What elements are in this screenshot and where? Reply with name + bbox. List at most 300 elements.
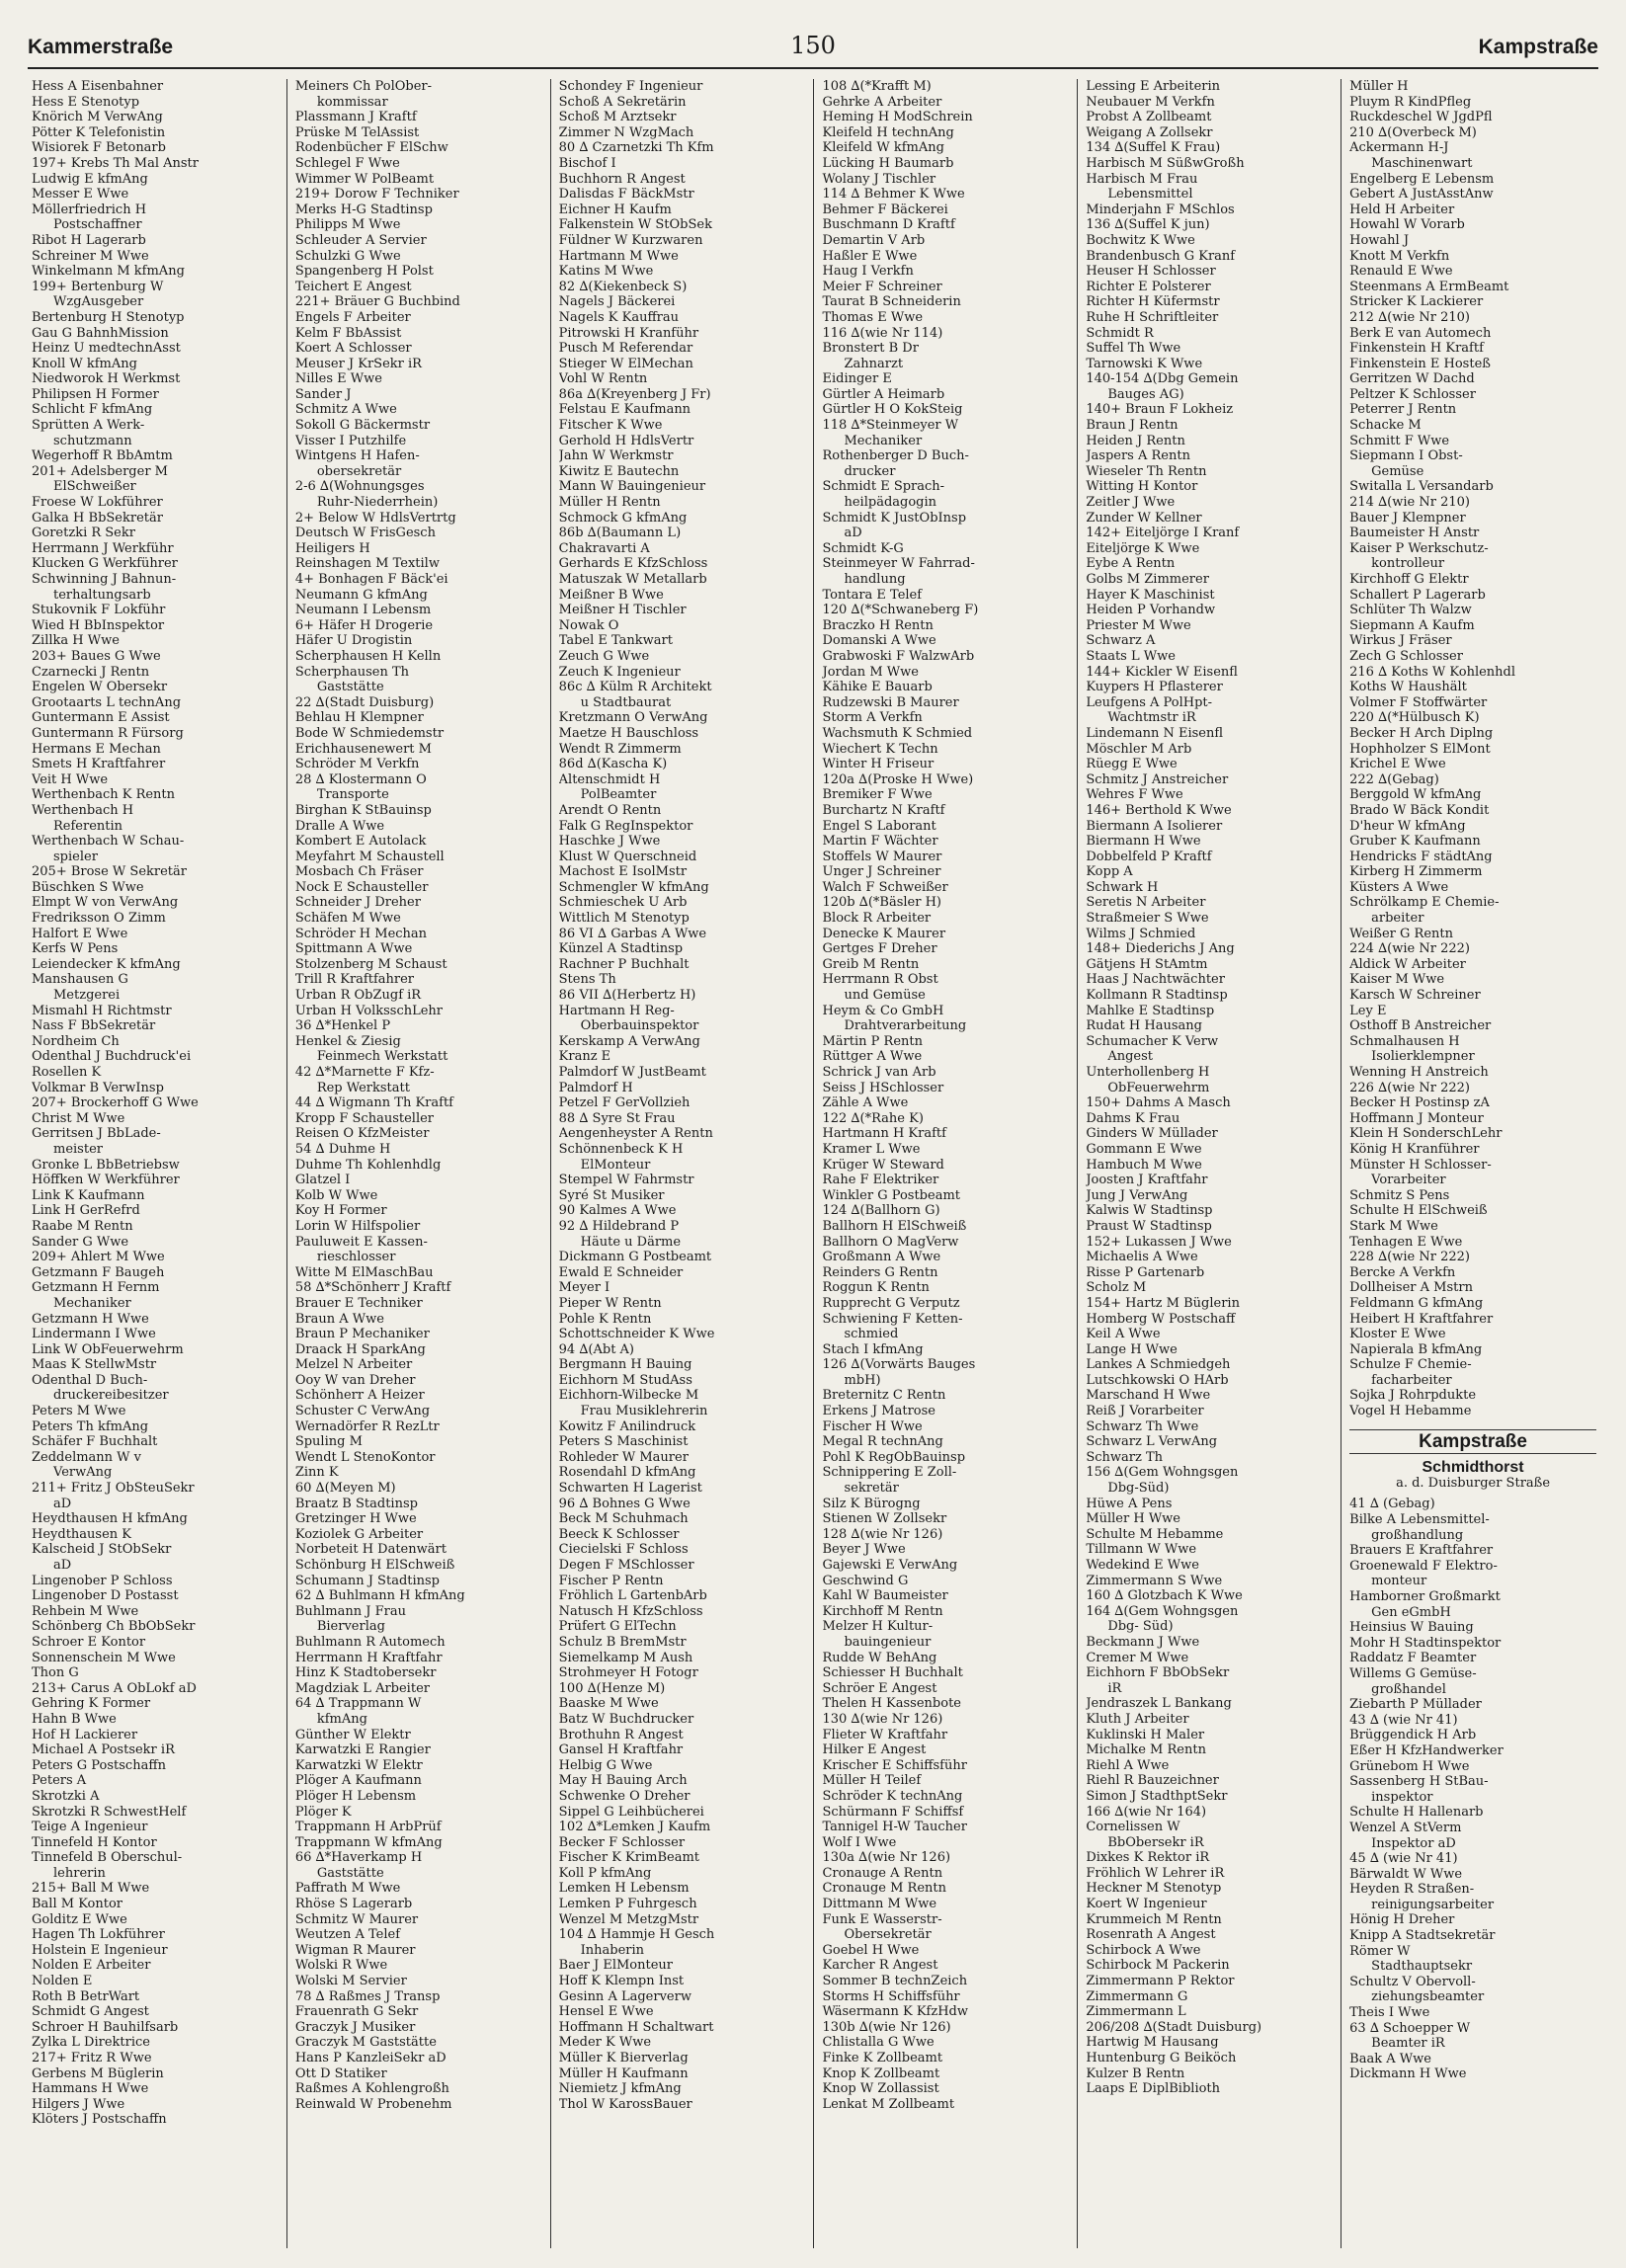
directory-entry: Heiden P Vorhandw	[1086, 603, 1216, 618]
directory-entry: Winkler G Postbeamt	[822, 1187, 960, 1203]
directory-entry: Ginders W Müllader	[1086, 1126, 1218, 1142]
directory-entry: Knott M Verkfn	[1349, 248, 1450, 264]
directory-entry: Neubauer M Verkfn	[1086, 94, 1215, 110]
directory-entry: Mechaniker	[53, 1295, 131, 1311]
directory-entry: 130b ∆(wie Nr 126)	[822, 2019, 951, 2035]
directory-entry: Kluth J Arbeiter	[1086, 1711, 1189, 1727]
directory-entry: Raßmes A Kohlengroßh	[294, 2081, 449, 2097]
directory-entry: Hayer K Maschinist	[1086, 587, 1215, 603]
directory-entry: Klein H SonderschLehr	[1349, 1126, 1503, 1142]
directory-entry: Ooy W van Dreher	[294, 1372, 416, 1388]
directory-entry: Steinmeyer W Fahrrad-	[822, 556, 975, 572]
directory-entry: Getzmann F Baugeh	[32, 1264, 165, 1280]
page-number: 150	[790, 32, 836, 59]
directory-entry: Schondey F Ingenieur	[558, 79, 703, 94]
directory-entry: Merks H-G Stadtinsp	[294, 202, 433, 217]
directory-entry: Nagels J Bäckerei	[558, 294, 676, 310]
column-2	[286, 79, 550, 2248]
directory-entry: Schulte H ElSchweiß	[1349, 1203, 1488, 1219]
directory-entry: Volmer F Stoffwärter	[1349, 694, 1488, 710]
directory-entry: Ludwig E kfmAng	[32, 171, 148, 187]
directory-entry: 120 ∆(*Schwaneberg F)	[822, 603, 979, 618]
directory-entry: Schönnenbeck K H	[558, 1141, 684, 1157]
directory-entry: Haschke J Wwe	[558, 834, 661, 850]
directory-entry: Reinshagen M Textilw	[294, 556, 440, 572]
directory-entry: Huntenburg G Beiköch	[1086, 2051, 1237, 2066]
directory-entry: 166 ∆(wie Nr 164)	[1086, 1804, 1207, 1820]
directory-entry: Heuser H Schlosser	[1086, 264, 1216, 280]
directory-entry: Hartwig M Hausang	[1086, 2035, 1219, 2051]
directory-entry: Meuser J KrSekr iR	[294, 356, 422, 371]
directory-entry: großhandlung	[1371, 1527, 1464, 1543]
directory-entry: Praust W Stadtinsp	[1086, 1218, 1212, 1234]
directory-entry: Lankes A Schmiedgeh	[1086, 1357, 1231, 1373]
directory-entry: Gertges F Dreher	[822, 941, 937, 957]
directory-entry: Wäsermann K KfzHdw	[822, 2004, 969, 2020]
directory-entry: 82 ∆(Kiekenbeck S)	[558, 279, 688, 294]
directory-entry: 126 ∆(Vorwärts Bauges	[822, 1357, 976, 1373]
directory-entry: Beyer J Wwe	[822, 1542, 906, 1558]
directory-entry: Schürmann F Schiffsf	[822, 1804, 964, 1820]
directory-entry: Falkenstein W StObSek	[558, 217, 712, 233]
directory-entry: Müller H Wwe	[1086, 1511, 1181, 1527]
directory-entry: Kähike E Bauarb	[822, 680, 933, 695]
directory-entry: Karwatzki E Rangier	[294, 1742, 431, 1758]
directory-entry: schmied	[844, 1327, 899, 1342]
directory-entry: ObFeuerwehrm	[1107, 1080, 1210, 1095]
header-left-street: Kammerstraße	[28, 36, 174, 58]
directory-entry: 4+ Bonhagen F Bäck'ei	[294, 572, 448, 587]
directory-entry: Eichner H Kaufm	[558, 202, 672, 217]
directory-entry: Transporte	[316, 787, 389, 803]
directory-entry: Engelen W Obersekr	[32, 680, 168, 695]
directory-entry: Schröder K technAng	[822, 1788, 963, 1804]
directory-entry: 154+ Hartz M Büglerin	[1086, 1295, 1240, 1311]
directory-entry: Baak A Wwe	[1349, 2051, 1431, 2066]
directory-entry: 44 ∆ Wigmann Th Kraftf	[294, 1095, 453, 1111]
directory-entry: Zunder W Kellner	[1086, 510, 1202, 526]
directory-entry: Neumann I Lebensm	[294, 603, 432, 618]
directory-entry: Hartmann H Kraftf	[822, 1126, 946, 1142]
directory-entry: Ballhorn O MagVerw	[822, 1234, 959, 1250]
directory-entry: Häfer U Drogistin	[294, 633, 413, 649]
directory-entry: Marschand H Wwe	[1086, 1388, 1211, 1404]
directory-entry: 62 ∆ Buhlmann H kfmAng	[294, 1588, 465, 1604]
directory-entry: 128 ∆(wie Nr 126)	[822, 1526, 943, 1542]
directory-entry: 212 ∆(wie Nr 210)	[1349, 309, 1470, 325]
directory-entry: Wigman R Maurer	[294, 1942, 416, 1958]
directory-entry: Suffel Th Wwe	[1086, 341, 1181, 357]
directory-entry: Hermans E Mechan	[32, 741, 161, 757]
directory-entry: 140-154 ∆(Dbg Gemein	[1086, 371, 1239, 387]
directory-entry: Teichert E Angest	[294, 279, 412, 294]
directory-entry: Zeddelmann W v	[32, 1449, 142, 1465]
directory-entry: 120a ∆(Proske H Wwe)	[822, 771, 974, 787]
directory-entry: Michalke M Rentn	[1086, 1742, 1206, 1758]
directory-entry: Gau G BahnhMission	[32, 325, 169, 341]
directory-entry: 210 ∆(Overbeck M)	[1349, 124, 1477, 140]
directory-entry: meister	[53, 1141, 103, 1157]
directory-entry: 209+ Ahlert M Wwe	[32, 1250, 165, 1265]
directory-entry: Möllerfriedrich H	[32, 202, 147, 217]
directory-entry: Knop K Zollbeamt	[822, 2066, 940, 2081]
directory-entry: schutzmann	[53, 433, 132, 448]
directory-entry: Kaiser M Wwe	[1349, 972, 1445, 988]
directory-entry: Erichhausenewert M	[294, 741, 432, 757]
directory-entry: Gätjens H StAmtm	[1086, 956, 1208, 972]
header-right-street: Kampstraße	[1478, 36, 1598, 58]
directory-entry: Niedworok H Werkmst	[32, 371, 181, 387]
directory-entry: Howahl W Vorarb	[1349, 217, 1465, 233]
directory-entry: Gürtler H O KokSteig	[822, 402, 963, 418]
directory-entry: Risse P Gartenarb	[1086, 1264, 1205, 1280]
directory-entry: Peltzer K Schlosser	[1349, 386, 1476, 402]
directory-entry: obersekretär	[316, 463, 402, 479]
directory-entry: Haug I Verkfn	[822, 264, 914, 280]
directory-entry: Schoß M Arztsekr	[558, 110, 677, 125]
directory-entry: Zimmermann S Wwe	[1086, 1573, 1223, 1588]
directory-entry: Getzmann H Wwe	[32, 1311, 149, 1327]
directory-entry: ElMonteur	[580, 1157, 651, 1173]
directory-entry: Eichhorn-Wilbecke M	[558, 1388, 699, 1404]
directory-entry: Riehl R Bauzeichner	[1086, 1773, 1219, 1789]
directory-entry: Schmitz A Wwe	[294, 402, 397, 418]
directory-entry: Pieper W Rentn	[558, 1295, 662, 1311]
directory-entry: 164 ∆(Gem Wohngsgen	[1086, 1603, 1239, 1619]
directory-entry: Schumacher K Verw	[1086, 1033, 1219, 1049]
directory-entry: Link W ObFeuerwehrm	[32, 1341, 184, 1357]
directory-entry: ziehungsbeamter	[1371, 1989, 1485, 2005]
directory-entry: kfmAng	[316, 1711, 367, 1727]
directory-entry: Großmann A Wwe	[822, 1250, 941, 1265]
directory-entry: Roth B BetrWart	[32, 1988, 140, 2004]
directory-entry: Kerskamp A VerwAng	[558, 1033, 700, 1049]
directory-entry: 60 ∆(Meyen M)	[294, 1481, 396, 1497]
directory-entry: 134 ∆(Suffel K Frau)	[1086, 140, 1221, 156]
directory-entry: Zimmermann G	[1086, 1988, 1188, 2004]
directory-entry: Graczyk J Musiker	[294, 2019, 416, 2035]
column-3	[550, 79, 814, 2248]
directory-entry: Referentin	[53, 818, 123, 834]
directory-entry: Gen eGmbH	[1371, 1604, 1451, 1620]
directory-entry: Pötter K Telefonistin	[32, 124, 166, 140]
directory-entry: 207+ Brockerhoff G Wwe	[32, 1095, 199, 1111]
directory-entry: Natusch H KfzSchloss	[558, 1603, 703, 1619]
directory-entry: Leiendecker K kfmAng	[32, 956, 181, 972]
directory-entry: Bauer J Klempner	[1349, 510, 1466, 526]
directory-entry: Schottschneider K Wwe	[558, 1327, 715, 1342]
directory-entry: Wied H BbInspektor	[32, 617, 165, 633]
directory-entry: Witte M ElMaschBau	[294, 1264, 434, 1280]
directory-entry: Wisiorek F Betonarb	[32, 140, 166, 156]
directory-entry: 58 ∆*Schönherr J Kraftf	[294, 1280, 451, 1296]
directory-entry: 206/208 ∆(Stadt Duisburg)	[1086, 2019, 1262, 2035]
directory-entry: Cremer M Wwe	[1086, 1650, 1189, 1665]
directory-entry: Bergmann H Bauing	[558, 1357, 692, 1373]
directory-entry: Palmdorf W JustBeamt	[558, 1065, 706, 1080]
directory-entry: Knörich M VerwAng	[32, 110, 163, 125]
directory-entry: Karcher R Angest	[822, 1958, 938, 1974]
directory-entry: Pusch M Referendar	[558, 341, 693, 357]
directory-entry: Sander G Wwe	[32, 1234, 129, 1250]
directory-entry: u Stadtbaurat	[580, 694, 672, 710]
directory-entry: Lindermann I Wwe	[32, 1327, 156, 1342]
directory-entry: Graczyk M Gaststätte	[294, 2035, 437, 2051]
directory-entry: Herrmann R Obst	[822, 972, 938, 988]
directory-entry: Aengenheyster A Rentn	[558, 1126, 713, 1142]
directory-entry: Vogel H Hebamme	[1349, 1404, 1472, 1419]
directory-entry: Schmengler W kfmAng	[558, 879, 709, 895]
directory-entry: Kirchhoff G Elektr	[1349, 572, 1469, 587]
directory-entry: Richter E Polsterer	[1086, 279, 1211, 294]
directory-entry: Fröhlich L GartenbArb	[558, 1588, 707, 1604]
directory-entry: Skrotzki A	[32, 1788, 100, 1804]
directory-entry: Groenewald F Elektro-	[1349, 1558, 1498, 1574]
directory-entry: bauingenieur	[844, 1634, 932, 1650]
directory-entry: Felstau E Kaufmann	[558, 402, 691, 418]
directory-entry: Kirberg H Zimmerm	[1349, 864, 1483, 880]
directory-entry: Smets H Kraftfahrer	[32, 757, 166, 772]
directory-entry: Brauers E Kraftfahrer	[1349, 1543, 1494, 1559]
directory-entry: inspektor	[1371, 1789, 1433, 1805]
directory-entry: Kranz E	[558, 1049, 611, 1065]
directory-entry: Glatzel I	[294, 1173, 351, 1188]
directory-entry: Seretis N Arbeiter	[1086, 895, 1206, 911]
directory-entry: Osthoff B Anstreicher	[1349, 1018, 1492, 1034]
directory-entry: Haas J Nachtwächter	[1086, 972, 1225, 988]
directory-entry: Frau Musiklehrerin	[580, 1404, 708, 1419]
directory-entry: 216 ∆ Koths W Kohlenhdl	[1349, 664, 1516, 680]
directory-entry: Küsters A Wwe	[1349, 879, 1449, 895]
directory-entry: Tinnefeld B Oberschul-	[32, 1850, 183, 1866]
street-heading: Kampstraße	[1349, 1429, 1596, 1455]
directory-entry: Thelen H Kassenbote	[822, 1696, 961, 1712]
directory-entry: Duhme Th Kohlenhdlg	[294, 1157, 442, 1173]
directory-entry: Plöger K	[294, 1804, 352, 1820]
directory-entry: Künzel A Stadtinsp	[558, 941, 684, 957]
directory-entry: 102 ∆*Lemken J Kaufm	[558, 1820, 711, 1835]
directory-entry: 118 ∆*Steinmeyer W	[822, 418, 959, 434]
directory-entry: Scherphausen H Kelln	[294, 648, 442, 664]
directory-entry: Müller H Teilef	[822, 1773, 922, 1789]
directory-entry: Engel S Laborant	[822, 818, 936, 834]
directory-entry: Christ M Wwe	[32, 1110, 125, 1126]
directory-entry: Rahe F Elektriker	[822, 1173, 939, 1188]
directory-entry: Sokoll G Bäckermstr	[294, 418, 431, 434]
directory-entry: 108 ∆(*Krafft M)	[822, 79, 932, 94]
directory-entry: Dobbelfeld P Kraftf	[1086, 849, 1212, 864]
column-4	[813, 79, 1077, 2248]
directory-entry: 6+ Häfer H Drogerie	[294, 617, 434, 633]
directory-entry: Bärwaldt W Wwe	[1349, 1866, 1463, 1882]
directory-entry: Fischer H Wwe	[822, 1418, 923, 1434]
directory-entry: Winkelmann M kfmAng	[32, 264, 185, 280]
directory-entry: Oberbauinspektor	[580, 1018, 699, 1034]
directory-entry: Mohr H Stadtinspektor	[1349, 1635, 1502, 1651]
directory-entry: Meyer I	[558, 1280, 610, 1296]
directory-entry: Hahn B Wwe	[32, 1711, 117, 1727]
directory-entry: Hambuch M Wwe	[1086, 1157, 1202, 1173]
directory-entry: Gronke L BbBetriebsw	[32, 1157, 180, 1173]
directory-entry: Kleifeld W kfmAng	[822, 140, 944, 156]
directory-entry: Engelberg E Lebensm	[1349, 171, 1495, 187]
directory-entry: 220 ∆(*Hülbusch K)	[1349, 710, 1480, 726]
directory-entry: Grabwoski F WalzwArb	[822, 648, 975, 664]
directory-entry: Bochwitz K Wwe	[1086, 232, 1195, 248]
directory-entry: Rachner P Buchhalt	[558, 956, 690, 972]
directory-entry: Jahn W Werkmstr	[558, 448, 674, 464]
directory-entry: 122 ∆(*Rahe K)	[822, 1110, 924, 1126]
directory-entry: 42 ∆*Marnette F Kfz-	[294, 1065, 435, 1080]
directory-entry: Becker H Arch Diplng	[1349, 725, 1494, 741]
directory-entry: Urban H VolksschLehr	[294, 1003, 444, 1018]
directory-entry: Schlüter Th Walzw	[1349, 603, 1472, 618]
directory-entry: Gerhold H HdlsVertr	[558, 433, 694, 448]
directory-entry: 146+ Berthold K Wwe	[1086, 802, 1232, 818]
directory-entry: Heinz U medtechnAsst	[32, 341, 181, 357]
directory-entry: Deutsch W FrisGesch	[294, 526, 436, 541]
directory-entry: Paffrath M Wwe	[294, 1881, 401, 1897]
directory-entry: Beckmann J Wwe	[1086, 1634, 1200, 1650]
directory-entry: Angest	[1107, 1049, 1153, 1065]
directory-entry: Odenthal D Buch-	[32, 1372, 148, 1388]
directory-entry: Jaspers A Rentn	[1086, 448, 1190, 464]
directory-entry: Schulte H Hallenarb	[1349, 1805, 1484, 1821]
directory-entry: 219+ Dorow F Techniker	[294, 187, 459, 202]
directory-entry: Lorin W Hilfspolier	[294, 1218, 421, 1234]
directory-entry: facharbeiter	[1371, 1372, 1452, 1388]
directory-entry: Bierverlag	[316, 1619, 385, 1635]
directory-entry: Gesinn A Lagerverw	[558, 1988, 691, 2004]
directory-entry: Kalscheid J StObSekr	[32, 1542, 172, 1558]
directory-entry: Scherphausen Th	[294, 664, 410, 680]
directory-entry: Kloster E Wwe	[1349, 1327, 1446, 1342]
directory-entry: 66 ∆*Haverkamp H	[294, 1850, 423, 1866]
directory-entry: Mosbach Ch Fräser	[294, 864, 424, 880]
directory-entry: Messer E Wwe	[32, 187, 129, 202]
directory-entry: Eichhorn M StudAss	[558, 1372, 692, 1388]
directory-entry: Eichhorn F BbObSekr	[1086, 1665, 1230, 1681]
directory-entry: Eybe A Rentn	[1086, 556, 1176, 572]
directory-entry: Heyden R Straßen-	[1349, 1882, 1475, 1898]
directory-entry: Tontara E Telef	[822, 587, 923, 603]
directory-entry: Eidinger E	[822, 371, 892, 387]
directory-entry: Cronauge M Rentn	[822, 1881, 947, 1897]
directory-entry: Trappmann W kfmAng	[294, 1834, 443, 1850]
directory-entry: Nass F BbSekretär	[32, 1018, 156, 1034]
directory-entry: Rhöse S Lagerarb	[294, 1897, 413, 1912]
directory-entry: Braun J Rentn	[1086, 418, 1179, 434]
directory-entry: Koert W Ingenieur	[1086, 1897, 1207, 1912]
directory-entry: Eßer H KfzHandwerker	[1349, 1742, 1504, 1758]
directory-entry: Michaelis A Wwe	[1086, 1250, 1198, 1265]
directory-entry: und Gemüse	[844, 988, 926, 1004]
directory-entry: Mismahl H Richtmstr	[32, 1003, 172, 1018]
directory-entry: Lenkat M Zollbeamt	[822, 2096, 955, 2112]
directory-entry: Zeitler J Wwe	[1086, 495, 1176, 511]
directory-entry: Müller H Rentn	[558, 495, 661, 511]
directory-entry: Kahl W Baumeister	[822, 1588, 948, 1604]
directory-entry: Schulte M Hebamme	[1086, 1526, 1224, 1542]
directory-entry: Ciecielski F Schloss	[558, 1542, 689, 1558]
directory-entry: Heinsius W Bauing	[1349, 1620, 1474, 1636]
columns-container	[28, 79, 1604, 2248]
district-heading: Schmidthorst	[1422, 1459, 1524, 1477]
directory-entry: Maas K StellwMstr	[32, 1357, 157, 1373]
directory-entry: Zimmer N WzgMach	[558, 124, 694, 140]
directory-entry: 96 ∆ Bohnes G Wwe	[558, 1496, 691, 1511]
directory-entry: Melzel N Arbeiter	[294, 1357, 413, 1373]
directory-entry: 86d ∆(Kascha K)	[558, 757, 668, 772]
directory-entry: Mann W Bauingenieur	[558, 479, 706, 495]
directory-entry: Jordan M Wwe	[822, 664, 919, 680]
directory-entry: Dittmann M Wwe	[822, 1897, 937, 1912]
directory-entry: Lebensmittel	[1107, 187, 1193, 202]
directory-entry: Neumann G kfmAng	[294, 587, 428, 603]
directory-entry: Knop W Zollassist	[822, 2081, 939, 2097]
directory-entry: Beamter iR	[1371, 2036, 1445, 2052]
directory-entry: Matuszak W Metallarb	[558, 572, 707, 587]
directory-entry: Hensel E Wwe	[558, 2004, 654, 2020]
directory-entry: Brado W Bäck Kondit	[1349, 802, 1490, 818]
directory-entry: druckereibesitzer	[53, 1388, 169, 1404]
directory-entry: Biermann H Wwe	[1086, 834, 1201, 850]
directory-entry: Metzgerei	[53, 988, 121, 1004]
directory-entry: Braatz B Stadtinsp	[294, 1496, 418, 1511]
directory-entry: Pauluweit E Kassen-	[294, 1234, 428, 1250]
directory-entry: reinigungsarbeiter	[1371, 1897, 1495, 1912]
directory-entry: Degen F MSchlosser	[558, 1558, 694, 1573]
directory-entry: Gerhards E KfzSchloss	[558, 556, 708, 572]
directory-entry: Ball M Kontor	[32, 1897, 123, 1912]
directory-entry: Hoffmann H Schaltwart	[558, 2019, 714, 2035]
directory-entry: Wolski R Wwe	[294, 1958, 388, 1974]
directory-entry: Hammans H Wwe	[32, 2081, 149, 2097]
directory-entry: Schnippering E Zoll-	[822, 1465, 957, 1481]
directory-entry: Dollheiser A Mstrn	[1349, 1280, 1473, 1296]
directory-entry: Rodenbücher F ElSchw	[294, 140, 448, 156]
directory-entry: Schulze F Chemie-	[1349, 1357, 1472, 1373]
directory-entry: Meder K Wwe	[558, 2035, 652, 2051]
directory-entry: Becker F Schlosser	[558, 1834, 686, 1850]
directory-entry: Priester M Wwe	[1086, 617, 1191, 633]
directory-entry: Zinn K	[294, 1465, 339, 1481]
directory-entry: Zeuch G Wwe	[558, 648, 650, 664]
directory-entry: Switalla L Versandarb	[1349, 479, 1494, 495]
directory-entry: Helbig G Wwe	[558, 1757, 653, 1773]
directory-entry: Ewald E Schneider	[558, 1264, 684, 1280]
directory-entry: Schlegel F Wwe	[294, 155, 400, 171]
directory-entry: Heydthausen H kfmAng	[32, 1511, 188, 1527]
directory-entry: Engels F Arbeiter	[294, 309, 411, 325]
page-header	[28, 28, 1598, 69]
directory-entry: monteur	[1371, 1574, 1427, 1589]
directory-entry: Peters Th kfmAng	[32, 1418, 149, 1434]
directory-entry: Scholz M	[1086, 1280, 1147, 1296]
directory-entry: Wiechert K Techn	[822, 741, 938, 757]
directory-entry: handlung	[844, 572, 906, 587]
directory-entry: Rudde W BehAng	[822, 1650, 937, 1665]
directory-entry: Hoff K Klempn Inst	[558, 1974, 685, 1989]
directory-entry: Draack H SparkAng	[294, 1341, 426, 1357]
directory-entry: 22 ∆(Stadt Duisburg)	[294, 694, 435, 710]
directory-entry: Winter H Friseur	[822, 757, 935, 772]
directory-entry: Link K Kaufmann	[32, 1187, 145, 1203]
directory-entry: Baaske M Wwe	[558, 1696, 659, 1712]
directory-entry: Berk E van Automech	[1349, 325, 1492, 341]
directory-entry: Storm A Verkfn	[822, 710, 923, 726]
directory-entry: Schröder H Mechan	[294, 926, 428, 941]
